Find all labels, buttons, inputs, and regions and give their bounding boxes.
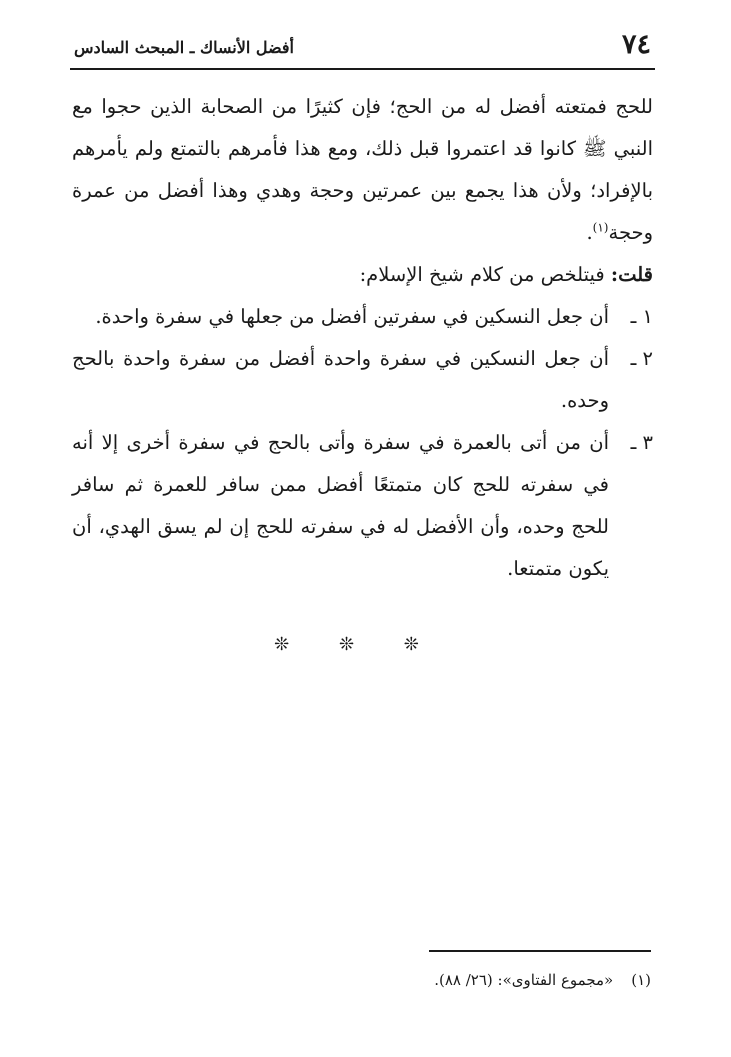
footnote-marker: (١) [631, 971, 651, 989]
list-item [72, 296, 653, 338]
paragraph-text: للحج فمتعته أفضل له من الحج؛ فإن كثيرًا من الصحابة الذين حجوا مع النبي ﷺ كانوا قد اعتمروا قبل ذلك، ومع هذا فأمرهم بالتمتع ولم يأمرهم بالإفراد؛ ولأن هذا يجمع بين عمرتين وحجة وهدي وهذا أفضل من عمرة وحجة [72, 95, 653, 244]
paragraph [72, 86, 653, 254]
footnote-divider [429, 950, 651, 952]
summary-lead: قلت: [610, 263, 653, 286]
footnote-text: «مجموع الفتاوى»: (٢٦/ ٨٨). [434, 971, 614, 989]
section-separator: ❊ ❊ ❊ [274, 634, 441, 655]
footnote [434, 968, 651, 992]
list-item [72, 422, 653, 590]
item-text: أن من أتى بالعمرة في سفرة وأتى بالحج في سفرة أخرى إلا أنه في سفرته للحج كان متمتعًا أفضل ممن سافر للعمرة ثم سافر للحج وحده، وأن الأفضل له في سفرته للحج إن لم يسق الهدي، أن يكون متمتعا. [72, 431, 609, 580]
item-text: أن جعل النسكين في سفرتين أفضل من جعلها في سفرة واحدة. [95, 305, 609, 328]
page-number: ٧٤ [621, 29, 651, 60]
page-header [70, 26, 655, 70]
book-page [70, 26, 655, 1036]
summary-text: فيتلخص من كلام شيخ الإسلام: [359, 263, 611, 286]
paragraph-ending: . [586, 221, 593, 244]
body-text [70, 86, 655, 666]
footnote-reference[interactable]: (١) [592, 220, 609, 235]
item-number: ١ ـ [630, 305, 653, 328]
item-number: ٣ ـ [630, 431, 653, 454]
summary-heading [72, 254, 653, 296]
running-title: أفضل الأنساك ـ المبحث السادس [74, 38, 294, 57]
list-item [72, 338, 653, 422]
item-text: أن جعل النسكين في سفرة واحدة أفضل من سفرة واحدة بالحج وحده. [72, 347, 609, 412]
item-number: ٢ ـ [630, 347, 653, 370]
